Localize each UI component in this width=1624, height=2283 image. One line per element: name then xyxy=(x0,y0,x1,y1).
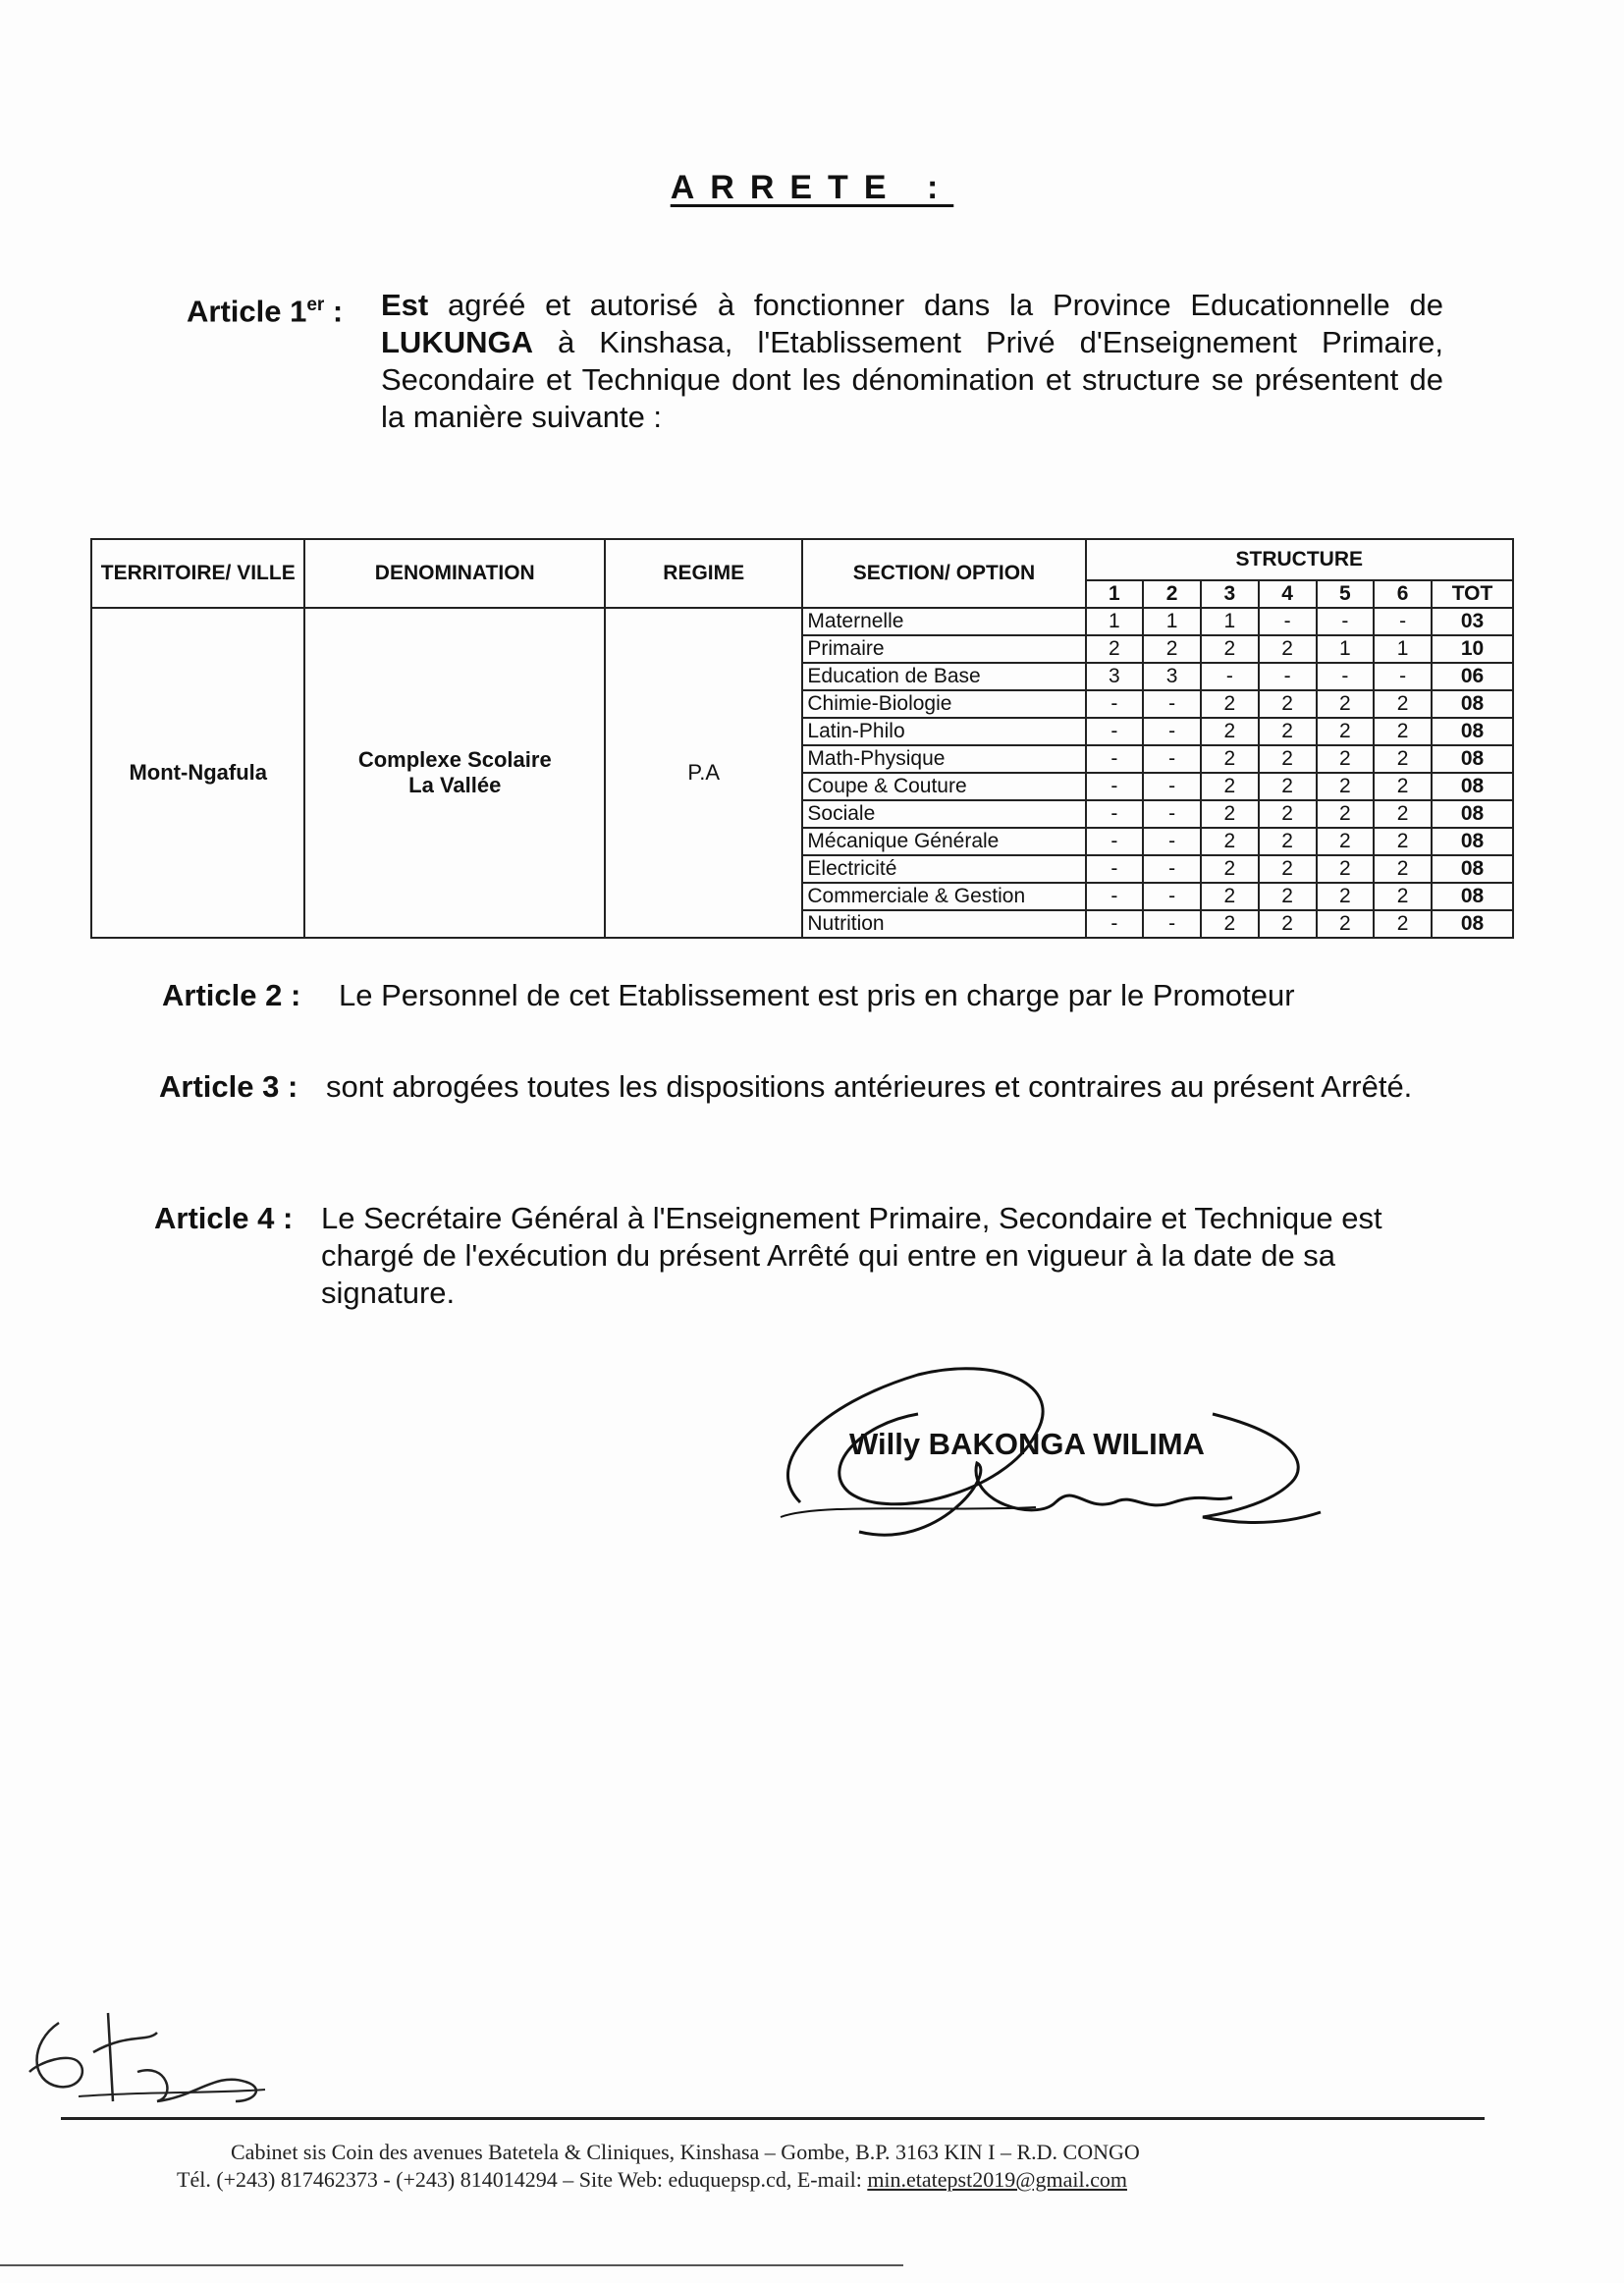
value-cell: - xyxy=(1201,663,1259,690)
value-cell: 2 xyxy=(1374,800,1432,828)
header-col-3: 3 xyxy=(1201,580,1259,608)
value-cell: 2 xyxy=(1259,745,1317,773)
section-cell: Nutrition xyxy=(802,910,1085,938)
table-row xyxy=(91,608,1513,635)
value-cell: - xyxy=(1143,718,1201,745)
section-cell: Sociale xyxy=(802,800,1085,828)
article-2-label: Article 2 : xyxy=(162,978,301,1012)
initials-mark xyxy=(20,2003,275,2111)
value-cell: 2 xyxy=(1374,718,1432,745)
value-cell: 2 xyxy=(1201,828,1259,855)
signature-scribble xyxy=(741,1355,1350,1581)
structure-table-body xyxy=(91,608,1513,938)
article-1-label: Article 1er : xyxy=(187,294,344,329)
value-cell: - xyxy=(1143,690,1201,718)
territoire-cell: Mont-Ngafula xyxy=(91,608,304,938)
value-cell: - xyxy=(1086,800,1144,828)
article-1-text: Est agréé et autorisé à fonctionner dans la Province Educationnelle de LUKUNGA à Kinshasa, l'Etablissement Privé d'Enseignement Primaire, Secondaire et Technique dont les dénomination et structure se présentent de la manière suivante : xyxy=(381,288,1443,434)
section-cell: Electricité xyxy=(802,855,1085,883)
section-cell: Latin-Philo xyxy=(802,718,1085,745)
total-cell: 10 xyxy=(1432,635,1513,663)
article-4-text: Le Secrétaire Général à l'Enseignement Primaire, Secondaire et Technique est chargé de l'exécution du présent Arrêté qui entre en vigueur à la date de sa signature. xyxy=(321,1201,1382,1310)
value-cell: 1 xyxy=(1374,635,1432,663)
article-1 xyxy=(187,287,1443,463)
section-cell: Education de Base xyxy=(802,663,1085,690)
value-cell: - xyxy=(1143,828,1201,855)
section-cell: Math-Physique xyxy=(802,745,1085,773)
value-cell: 2 xyxy=(1317,800,1375,828)
value-cell: - xyxy=(1259,608,1317,635)
value-cell: 2 xyxy=(1317,828,1375,855)
value-cell: 2 xyxy=(1259,800,1317,828)
value-cell: - xyxy=(1374,608,1432,635)
value-cell: - xyxy=(1086,883,1144,910)
value-cell: - xyxy=(1086,718,1144,745)
decree-title: ARRETE : xyxy=(670,169,954,206)
article-4 xyxy=(154,1200,1421,1337)
value-cell: 2 xyxy=(1201,773,1259,800)
total-cell: 08 xyxy=(1432,745,1513,773)
header-col-6: 6 xyxy=(1374,580,1432,608)
header-col-2: 2 xyxy=(1143,580,1201,608)
initials-scribble xyxy=(20,2003,275,2111)
value-cell: - xyxy=(1143,800,1201,828)
value-cell: - xyxy=(1143,910,1201,938)
value-cell: 2 xyxy=(1259,828,1317,855)
footer-line-1: Cabinet sis Coin des avenues Batetela & Cliniques, Kinshasa – Gombe, B.P. 3163 KIN I – R.D. CONGO xyxy=(231,2140,1140,2164)
section-cell: Maternelle xyxy=(802,608,1085,635)
value-cell: 1 xyxy=(1143,608,1201,635)
value-cell: 2 xyxy=(1317,855,1375,883)
value-cell: - xyxy=(1317,663,1375,690)
value-cell: 2 xyxy=(1201,718,1259,745)
value-cell: - xyxy=(1143,883,1201,910)
total-cell: 08 xyxy=(1432,828,1513,855)
value-cell: - xyxy=(1143,773,1201,800)
value-cell: 2 xyxy=(1259,690,1317,718)
value-cell: 2 xyxy=(1317,910,1375,938)
article-4-label: Article 4 : xyxy=(154,1201,294,1235)
value-cell: 2 xyxy=(1259,773,1317,800)
header-col-1: 1 xyxy=(1086,580,1144,608)
header-col-5: 5 xyxy=(1317,580,1375,608)
total-cell: 08 xyxy=(1432,855,1513,883)
article-2 xyxy=(162,977,1389,1021)
article-3-label: Article 3 : xyxy=(159,1069,298,1104)
value-cell: - xyxy=(1086,773,1144,800)
footer-line-2: Tél. (+243) 817462373 - (+243) 814014294 – Site Web: eduquepsp.cd, E-mail: min.etatepst2019@gmail.com xyxy=(177,2167,1127,2192)
section-cell: Commerciale & Gestion xyxy=(802,883,1085,910)
header-structure: STRUCTURE xyxy=(1086,539,1514,580)
value-cell: 2 xyxy=(1259,635,1317,663)
denomination-line-1: Complexe Scolaire xyxy=(357,747,552,772)
footer-divider xyxy=(61,2117,1485,2120)
section-cell: Chimie-Biologie xyxy=(802,690,1085,718)
value-cell: - xyxy=(1086,855,1144,883)
value-cell: 2 xyxy=(1374,745,1432,773)
value-cell: 2 xyxy=(1374,910,1432,938)
value-cell: 2 xyxy=(1201,635,1259,663)
value-cell: 1 xyxy=(1086,608,1144,635)
value-cell: 1 xyxy=(1201,608,1259,635)
header-section: SECTION/ OPTION xyxy=(802,539,1085,608)
signer-name: Willy BAKONGA WILIMA xyxy=(849,1427,1205,1461)
total-cell: 08 xyxy=(1432,883,1513,910)
header-territoire: TERRITOIRE/ VILLE xyxy=(91,539,304,608)
value-cell: 2 xyxy=(1259,883,1317,910)
value-cell: 3 xyxy=(1086,663,1144,690)
total-cell: 08 xyxy=(1432,800,1513,828)
total-cell: 06 xyxy=(1432,663,1513,690)
value-cell: 2 xyxy=(1317,883,1375,910)
value-cell: 2 xyxy=(1201,883,1259,910)
denomination-line-2: La Vallée xyxy=(408,773,502,797)
value-cell: 2 xyxy=(1201,745,1259,773)
value-cell: 2 xyxy=(1317,718,1375,745)
article-3-text: sont abrogées toutes les dispositions antérieures et contraires au présent Arrêté. xyxy=(326,1069,1413,1104)
total-cell: 03 xyxy=(1432,608,1513,635)
regime-cell: P.A xyxy=(605,608,802,938)
value-cell: - xyxy=(1143,745,1201,773)
value-cell: - xyxy=(1143,855,1201,883)
value-cell: - xyxy=(1374,663,1432,690)
value-cell: 2 xyxy=(1317,773,1375,800)
value-cell: 2 xyxy=(1201,910,1259,938)
signature-block xyxy=(741,1355,1350,1581)
structure-table xyxy=(90,538,1514,939)
value-cell: 2 xyxy=(1201,800,1259,828)
total-cell: 08 xyxy=(1432,910,1513,938)
value-cell: 2 xyxy=(1259,855,1317,883)
value-cell: 2 xyxy=(1259,910,1317,938)
header-regime: REGIME xyxy=(605,539,802,608)
value-cell: 2 xyxy=(1201,690,1259,718)
value-cell: - xyxy=(1317,608,1375,635)
value-cell: - xyxy=(1086,910,1144,938)
value-cell: 2 xyxy=(1374,773,1432,800)
section-cell: Mécanique Générale xyxy=(802,828,1085,855)
article-3 xyxy=(159,1068,1416,1157)
value-cell: 2 xyxy=(1374,690,1432,718)
value-cell: 2 xyxy=(1317,745,1375,773)
value-cell: 2 xyxy=(1259,718,1317,745)
value-cell: - xyxy=(1086,828,1144,855)
article-2-text: Le Personnel de cet Etablissement est pris en charge par le Promoteur xyxy=(339,978,1295,1012)
total-cell: 08 xyxy=(1432,718,1513,745)
value-cell: 2 xyxy=(1143,635,1201,663)
value-cell: 3 xyxy=(1143,663,1201,690)
value-cell: 1 xyxy=(1317,635,1375,663)
total-cell: 08 xyxy=(1432,690,1513,718)
value-cell: - xyxy=(1086,745,1144,773)
denomination-cell xyxy=(304,608,605,938)
value-cell: 2 xyxy=(1374,828,1432,855)
bottom-divider xyxy=(0,2264,903,2266)
header-col-4: 4 xyxy=(1259,580,1317,608)
footer-email-link[interactable]: min.etatepst2019@gmail.com xyxy=(867,2167,1127,2192)
section-cell: Primaire xyxy=(802,635,1085,663)
value-cell: - xyxy=(1086,690,1144,718)
value-cell: 2 xyxy=(1374,855,1432,883)
header-denomination: DENOMINATION xyxy=(304,539,605,608)
total-cell: 08 xyxy=(1432,773,1513,800)
value-cell: 2 xyxy=(1201,855,1259,883)
value-cell: 2 xyxy=(1086,635,1144,663)
section-cell: Coupe & Couture xyxy=(802,773,1085,800)
value-cell: 2 xyxy=(1374,883,1432,910)
value-cell: 2 xyxy=(1317,690,1375,718)
value-cell: - xyxy=(1259,663,1317,690)
footer xyxy=(177,2139,1473,2194)
header-col-tot: TOT xyxy=(1432,580,1513,608)
